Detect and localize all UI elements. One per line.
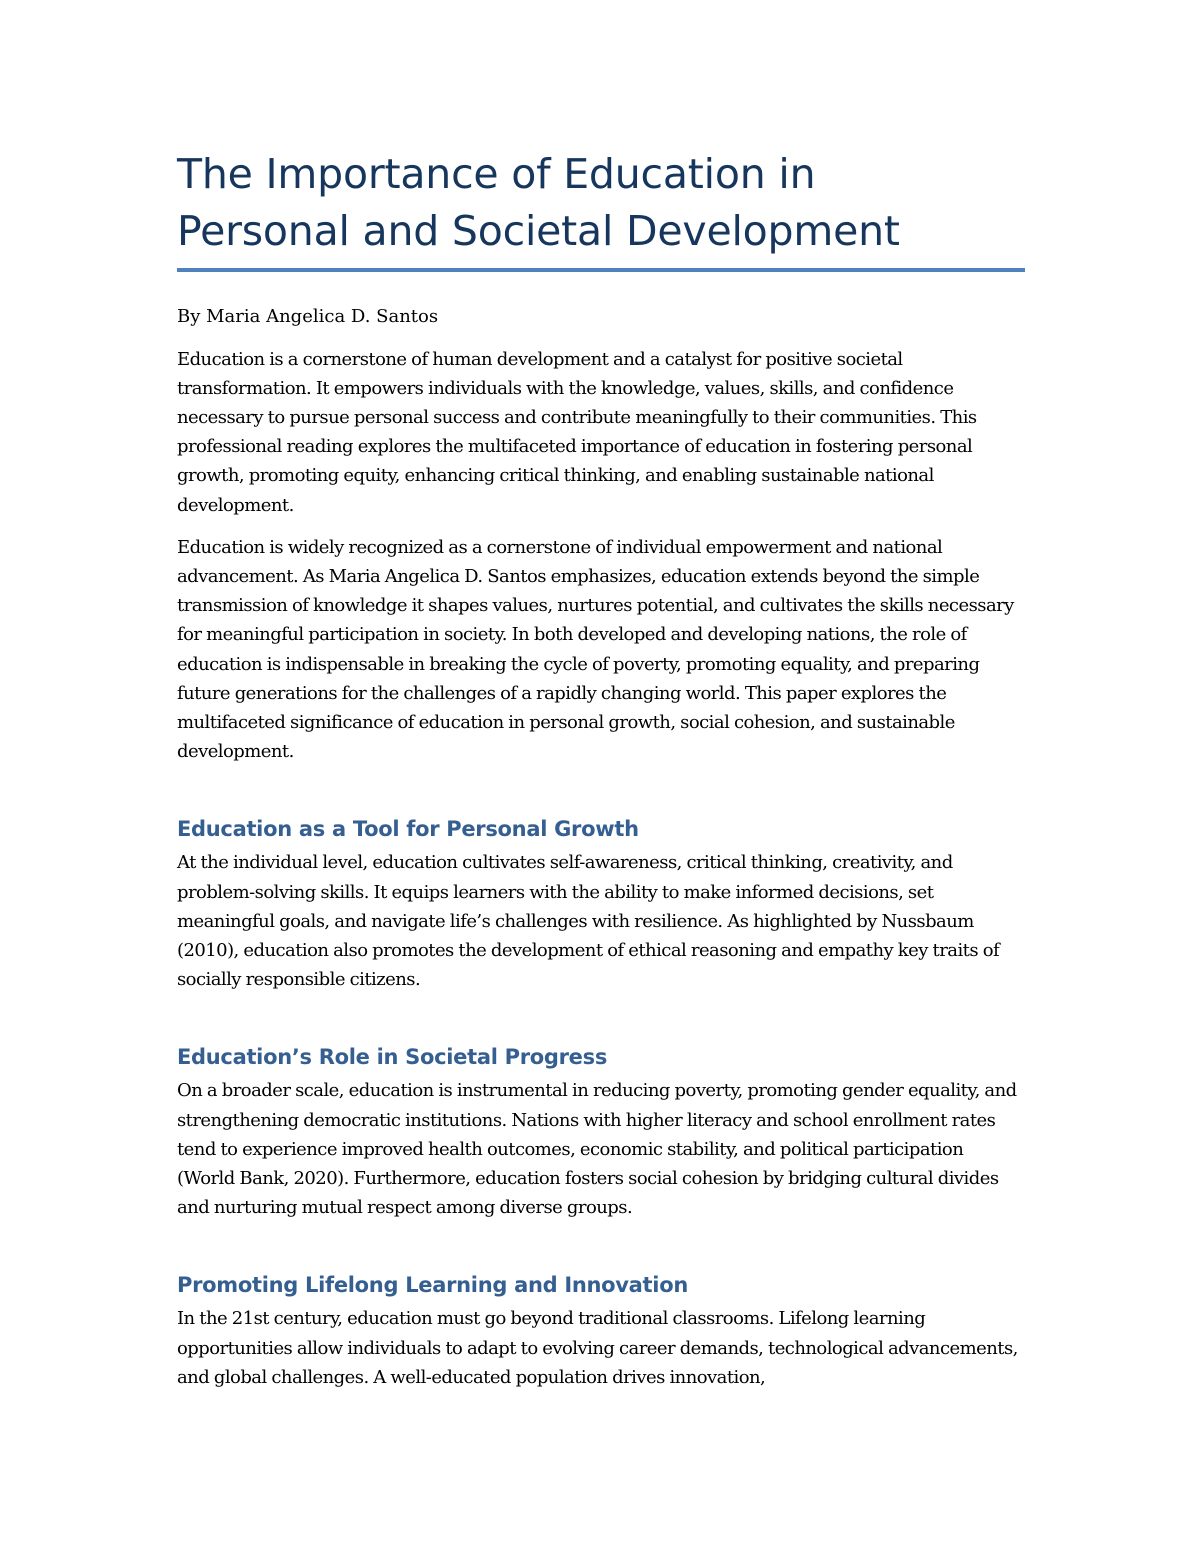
intro-paragraph-2: Education is widely recognized as a cornerstone of individual empowerment and national advancement. As Maria Angelica D. Santos emphasizes, education extends beyond the simple transmission of knowledge it shapes values, nurtures potential, and cultivates the skills necessary for meaningful participation in society. In both developed and developing nations, the role of education is indispensable in breaking the cycle of poverty, promoting equality, and preparing future generations for the challenges of a rapidly changing world. This paper explores the multifaceted significance of education in personal growth, social cohesion, and sustainable development. xyxy=(177,536,1014,763)
section-body-societal-progress: On a broader scale, education is instrumental in reducing poverty, promoting gender equality, and strengthening democratic institutions. Nations with higher literacy and school enrollment rates tend to experience improved health outcomes, economic stability, and political participation (World Bank, 2020). Furthermore, education fosters social cohesion by bridging cultural divides and nurturing mutual respect among diverse groups. xyxy=(177,1080,1017,1219)
document-title xyxy=(177,146,1025,260)
section-body-personal-growth: At the individual level, education cultivates self-awareness, critical thinking, creativity, and problem-solving skills. It equips learners with the ability to make informed decisions, set meaningful goals, and navigate life’s challenges with resilience. As highlighted by Nussbaum (2010), education also promotes the development of ethical reasoning and empathy key traits of socially responsible citizens. xyxy=(177,852,1000,991)
section-body-lifelong-learning: In the 21st century, education must go beyond traditional classrooms. Lifelong learning opportunities allow individuals to adapt to evolving career demands, technological advancements, and global challenges. A well-educated population drives innovation, xyxy=(177,1308,1018,1388)
intro-paragraph-1: Education is a cornerstone of human development and a catalyst for positive societal transformation. It empowers individuals with the knowledge, values, skills, and confidence necessary to pursue personal success and contribute meaningfully to their communities. This professional reading explores the multifaceted importance of education in fostering personal growth, promoting equity, enhancing critical thinking, and enabling sustainable national development. xyxy=(177,348,977,516)
section-heading-personal-growth: Education as a Tool for Personal Growth xyxy=(177,817,639,842)
title-line-1: The Importance of Education in xyxy=(177,150,816,198)
title-underline-rule xyxy=(177,268,1025,272)
section-heading-societal-progress: Education’s Role in Societal Progress xyxy=(177,1045,608,1070)
section-heading-lifelong-learning: Promoting Lifelong Learning and Innovation xyxy=(177,1273,688,1298)
document-content xyxy=(177,146,1025,1392)
author-byline: By Maria Angelica D. Santos xyxy=(177,306,439,327)
title-line-2: Personal and Societal Development xyxy=(177,207,900,255)
